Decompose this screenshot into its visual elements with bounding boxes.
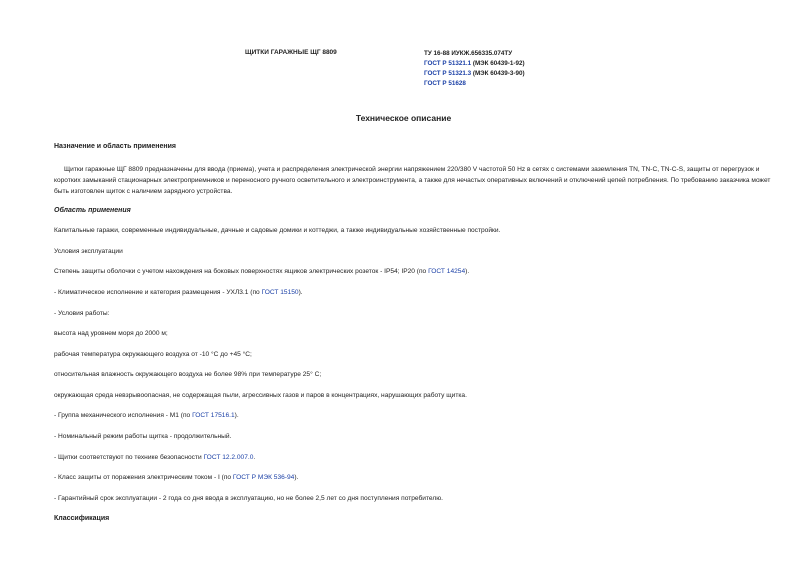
safety-line [54, 454, 255, 461]
purpose-paragraph: Щитки гаражные ЩГ 8809 предназначены для ввода (приема), учета и распределения электрической энергии напряжением 220/380 V частотой 50 Hz в сетях с системами заземления TN, TN-C, TN-C-S, защиты от перегрузок и коротких замыканий стационарных электроприемников и переносного ручного осветительного и электроинструмента, а также для нечастых оперативных включений и отключений цепей потребления. По требованию заказчика может быть изготовлен щиток с наличием зарядного устройства. [54, 166, 771, 195]
mode-line: - Номинальный режим работы щитка - продолжительный. [54, 433, 232, 440]
gost-link-51321-1[interactable]: ГОСТ Р 51321.1 [424, 60, 472, 67]
mechanical-text: - Группа механического исполнения - М1 (по [54, 412, 193, 419]
gost-suffix-1: (МЭК 60439-1-92) [471, 60, 525, 67]
safety-text: - Щитки соответствуют по технике безопасности [54, 454, 204, 461]
area-text: Капитальные гаражи, современные индивидуальные, дачные и садовые домики и коттеджи, а также индивидуальные хозяйственные постройки. [54, 227, 501, 234]
humidity-line: относительная влажность окружающего воздуха не более 98% при температуре 25° С; [54, 371, 322, 378]
climate-text: - Климатическое исполнение и категория размещения - УХЛ3.1 (по [54, 289, 262, 296]
gost-link-15150[interactable]: ГОСТ 15150 [261, 289, 299, 296]
header-references [424, 49, 525, 89]
shock-text: - Класс защиты от поражения электрическим током - I (по [54, 474, 233, 481]
work-conditions-heading: - Условия работы: [54, 310, 110, 317]
gost-link-17516-1[interactable]: ГОСТ 17516.1 [192, 412, 235, 419]
gost-link-14254[interactable]: ГОСТ 14254 [428, 268, 466, 275]
mechanical-line [54, 412, 239, 419]
warranty-line: - Гарантийный срок эксплуатации - 2 года со дня ввода в эксплуатацию, но не более 2,5 лет со дня поступления потребителю. [54, 495, 443, 502]
protection-line [54, 268, 469, 275]
gost-suffix-2: (МЭК 60439-3-90) [471, 70, 525, 77]
section-heading-classification: Классификация [54, 515, 110, 522]
gost-link-51321-3[interactable]: ГОСТ Р 51321.3 [424, 70, 472, 77]
safety-text-end: . [253, 454, 256, 461]
protection-text-end: ). [465, 268, 470, 275]
page-title: Техническое описание [355, 113, 452, 123]
gost-link-51628[interactable]: ГОСТ Р 51628 [424, 80, 466, 87]
environment-line: окружающая среда невзрывоопасная, не содержащая пыли, агрессивных газов и паров в концентрациях, нарушающих работу щитка. [54, 392, 467, 399]
conditions-heading: Условия эксплуатации [54, 248, 123, 255]
product-title: ЩИТКИ ГАРАЖНЫЕ ЩГ 8809 [245, 49, 337, 56]
gost-link-12-2-007-0[interactable]: ГОСТ 12.2.007.0 [203, 454, 254, 461]
gost-reference-1 [424, 59, 525, 69]
mechanical-text-end: ). [234, 412, 239, 419]
section-heading-purpose: Назначение и область применения [54, 143, 176, 150]
climate-text-end: ). [298, 289, 303, 296]
section-heading-area: Область применения [54, 207, 131, 214]
tu-reference: ТУ 16-88 ИУКЖ.656335.074ТУ [424, 50, 513, 57]
protection-text: Степень защиты оболочки с учетом нахождения на боковых поверхностях ящиков электрических розеток - IP54; IP20 (по [54, 268, 429, 275]
shock-text-end: ). [294, 474, 299, 481]
shock-line [54, 474, 298, 481]
climate-line [54, 289, 303, 296]
gost-reference-3 [424, 79, 525, 89]
altitude-line: высота над уровнем моря до 2000 м; [54, 330, 168, 337]
gost-link-mek-536-94[interactable]: ГОСТ Р МЭК 536-94 [232, 474, 295, 481]
temperature-line: рабочая температура окружающего воздуха от -10 °С до +45 °С; [54, 351, 252, 358]
gost-reference-2 [424, 69, 525, 79]
